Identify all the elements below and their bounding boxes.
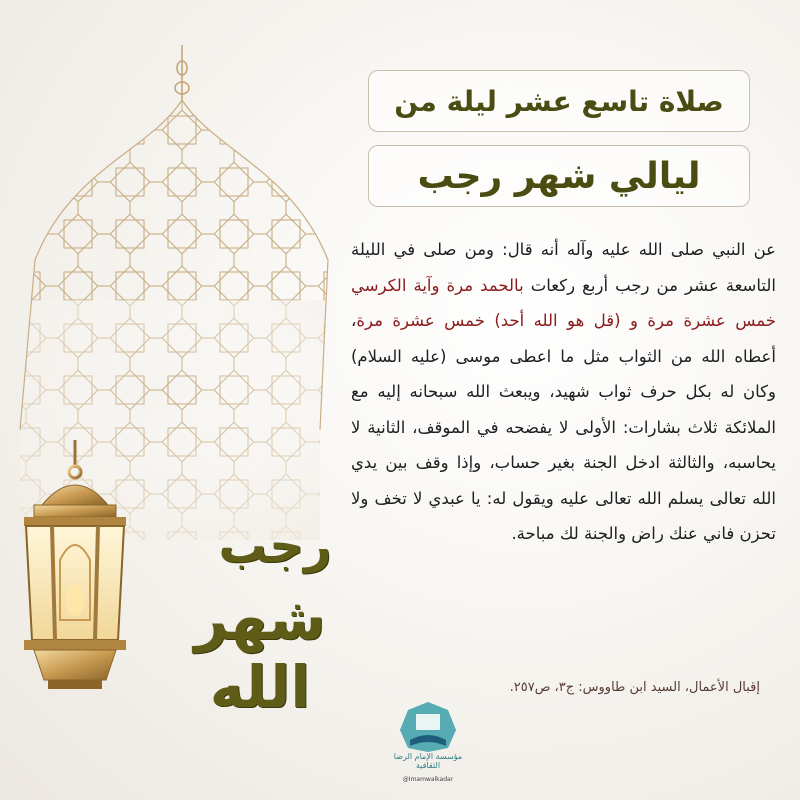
dome-finial xyxy=(175,45,189,102)
institution-logo xyxy=(386,700,470,790)
hadith-highlight: بالحمد مرة وآية الكرسي خمس عشرة مرة و (قل هو الله أحد) خمس عشرة مرة xyxy=(351,275,776,330)
geometric-dome xyxy=(0,90,340,560)
calligraphy-month: شهر الله xyxy=(194,585,326,721)
logo-handle: @Imamwalkadar xyxy=(402,776,454,783)
hadith-text xyxy=(351,232,776,552)
source-citation: إقبال الأعمال، السيد ابن طاووس: ج٣، ص٢٥٧. xyxy=(509,680,760,695)
title-box-bottom xyxy=(368,145,750,207)
title-line-1: صلاة تاسع عشر ليلة من xyxy=(394,84,724,118)
calligraphy-rajab: رجب xyxy=(218,518,332,574)
hadith-part-2: ، أعطاه الله من الثواب مثل ما اعطى موسى (عليه السلام) وكان له بكل حرف ثواب شهيد، ويبعث الله سبحانه إليه مع الملائكة ثلاث بشارات: الأولى لا يفضحه في الموقف، الثانية لا يحاسبه، والثالثة ادخل الجنة بغير حساب، وإذا وقف بين يدي الله تعالى يسلم الله تعالى عليه ويقول له: يا عبدي لا تخف ولا تحزن فاني عنك راض والجنة لك مباحة. xyxy=(351,311,776,543)
logo-name: مؤسسة الإمام الرضا الثقافية xyxy=(393,752,463,770)
hadith-part-1: عن النبي صلى الله عليه وآله أنه قال: ومن صلى في الليلة التاسعة عشر من رجب أربع ركعات xyxy=(351,240,776,295)
title-line-2: ليالي شهر رجب xyxy=(417,155,701,197)
book-emblem-icon xyxy=(386,700,470,752)
title-box-top xyxy=(368,70,750,132)
